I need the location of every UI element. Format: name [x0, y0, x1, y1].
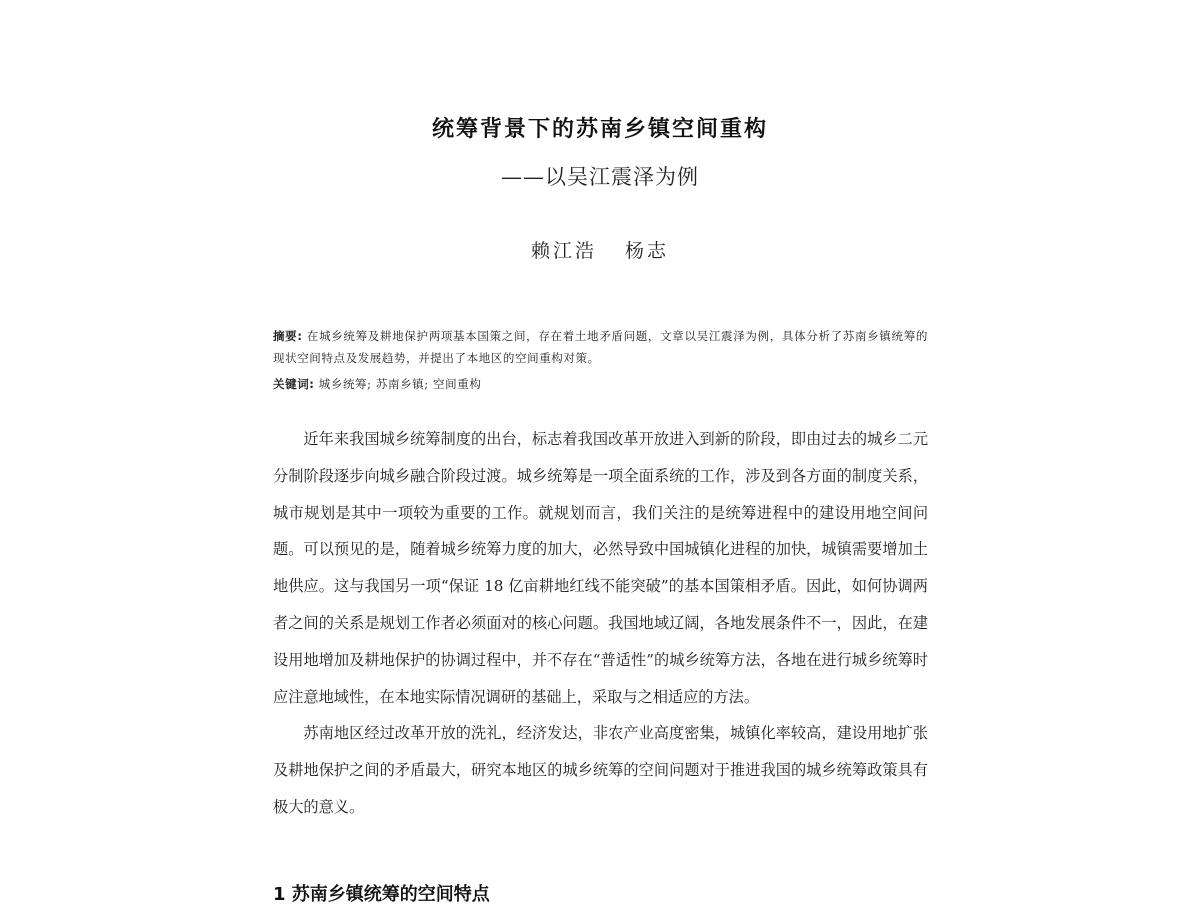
abstract-label: 摘要: — [273, 329, 303, 343]
author-name: 赖江浩 — [530, 240, 597, 262]
paper-title: 统筹背景下的苏南乡镇空间重构 — [431, 117, 768, 142]
body-paragraph: 苏南地区经过改革开放的洗礼，经济发达，非农产业高度密集，城镇化率较高，建设用地扩张及耕地保护之间的矛盾最大，研究本地区的城乡统筹的空间问题对于推进我国的城乡统筹政策具有极大的意义。 — [273, 724, 928, 816]
abstract — [273, 325, 928, 369]
keywords — [273, 373, 928, 395]
body-paragraph: 近年来我国城乡统筹制度的出台，标志着我国改革开放进入到新的阶段，即由过去的城乡二元分制阶段逐步向城乡融合阶段过渡。城乡统筹是一项全面系统的工作，涉及到各方面的制度关系，城市规划是其中一项较为重要的工作。就规划而言，我们关注的是统筹进程中的建设用地空间问题。可以预见的是，随着城乡统筹力度的加大，必然导致中国城镇化进程的加快，城镇需要增加土地供应。这与我国另一项“保证 18 亿亩耕地红线不能突破”的基本国策相矛盾。因此，如何协调两者之间的关系是规划工作者必须面对的核心问题。我国地域辽阔，各地发展条件不一，因此，在建设用地增加及耕地保护的协调过程中，并不存在“普适性”的城乡统筹方法，各地在进行城乡统筹时应注意地域性，在本地实际情况调研的基础上，采取与之相适应的方法。 — [273, 430, 928, 706]
section-heading: 1 苏南乡镇统筹的空间特点 — [273, 884, 490, 905]
author-name: 杨志 — [625, 240, 670, 262]
keywords-label: 关键词: — [273, 377, 315, 391]
paper-subtitle: ——以吴江震泽为例 — [501, 165, 699, 189]
body-text — [273, 421, 928, 826]
author-list — [0, 236, 1200, 263]
abstract-text: 在城乡统筹及耕地保护两项基本国策之间，存在着土地矛盾问题，文章以吴江震泽为例，具体分析了苏南乡镇统筹的现状空间特点及发展趋势，并提出了本地区的空间重构对策。 — [273, 329, 928, 365]
keywords-text: 城乡统筹; 苏南乡镇; 空间重构 — [314, 377, 482, 391]
